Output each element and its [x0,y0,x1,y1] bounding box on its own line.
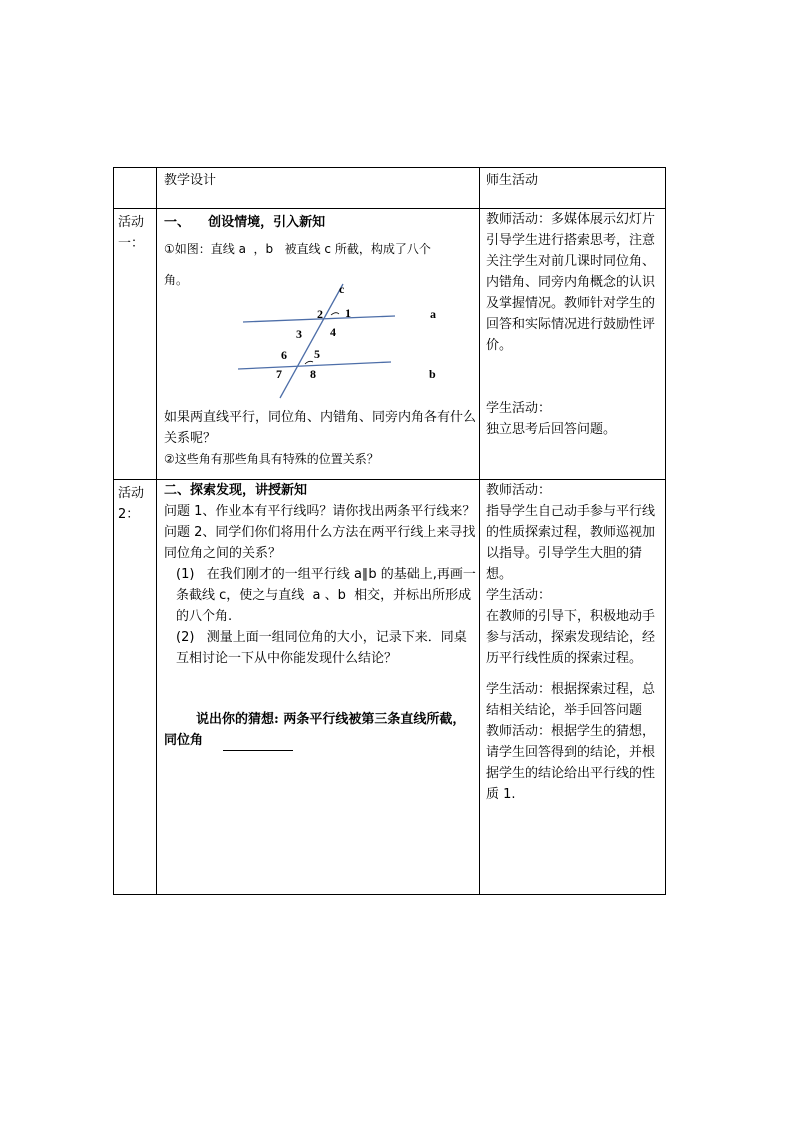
row1-teacher-activity: 教师活动：多媒体展示幻灯片 [486,212,656,227]
parallel-lines-figure [233,277,453,402]
row2-teacher-activity: 教师活动： [486,483,552,498]
row1-question2: 如果两直线平行，同位角、内错角、同旁内角各有什么关系呢？ [164,410,477,446]
label-4: 4 [330,325,336,339]
row1-student-activity: 学生活动： [486,401,552,416]
row2-student-task: 在教师的引导下，积极地动手参与活动，探索发现结论，经历平行线性质的探索过程。 [486,609,656,666]
row1-design-bottom [164,407,476,470]
row2-step2: (2) 测量上面一组同位角的大小，记录下来．同桌互相讨论一下从中你能发现什么结论？ [176,630,467,666]
row1-activity [486,209,662,440]
row1-title: 一、 创设情境，引入新知 [164,215,326,230]
row2-question2: 问题 2、同学们你们将用什么方法在两平行线上来寻找同位角之间的关系？ [164,525,476,561]
row2-title: 二、探索发现，讲授新知 [164,483,308,498]
label-7: 7 [276,367,282,381]
row1-teacher-guidance: 引导学生进行搭索思考，注意关注学生对前几课时同位角、内错角、同旁内角概念的认识及掌握情况。教师针对学生的回答和实际情况进行鼓励性评价。 [486,233,656,353]
lesson-table [113,167,666,895]
column-divider-1 [156,167,157,895]
answer-blank[interactable] [223,736,293,751]
row1-student-task: 独立思考后回答问题。 [486,422,617,437]
row2-label: 活动2： [118,486,145,522]
row2-question1: 问题 1、作业本有平行线吗？请你找出两条平行线来？ [164,504,476,519]
angle-arc-1 [331,313,339,315]
row2-student-activity: 学生活动： [486,588,552,603]
table-border-bottom [113,894,666,895]
label-1: 1 [345,306,351,320]
row2-step1: (1) 在我们刚才的一组平行线 a∥b 的基础上,再画一条截线 c，使之与直线 a 、b 相交，并标出所形成的八个角. [176,567,476,624]
label-6: 6 [281,348,287,362]
label-a: a [430,307,436,321]
label-8: 8 [310,367,316,381]
table-border-top [113,167,666,168]
label-3: 3 [296,327,302,341]
header-activity: 师生活动 [486,173,539,188]
row2-guess [164,709,476,751]
table-border-left [113,167,114,895]
table-border-right [665,167,666,895]
label-2: 2 [317,307,323,321]
row2-activity [486,480,662,805]
column-divider-2 [479,167,480,895]
label-b: b [429,367,436,381]
label-5: 5 [314,347,320,361]
label-c: c [339,282,345,296]
row2-teacher-guidance: 指导学生自己动手参与平行线的性质探索过程，教师巡视加以指导。引导学生大胆的猜想。 [486,504,656,582]
row2-student-summary: 学生活动：根据探索过程，总结相关结论，举手回答问题 [486,682,656,718]
row2-guess-text: 说出你的猜想: 两条平行线被第三条直线所截，同位角 [164,712,466,748]
angle-arc-5 [305,361,313,364]
row1-label: 活动一： [118,215,145,251]
row1-question3: ②这些角有那些角具有特殊的位置关系？ [164,452,379,466]
row1-question1: ①如图：直线 a ，b 被直线 c 所截，构成了八个 [164,242,431,256]
row2-teacher-conclusion: 教师活动：根据学生的猜想，请学生回答得到的结论，并根据学生的结论给出平行线的性质 1. [486,724,656,802]
row2-design [164,480,476,751]
row1-question1-cont: 角。 [164,273,189,287]
header-design: 教学设计 [164,173,217,188]
